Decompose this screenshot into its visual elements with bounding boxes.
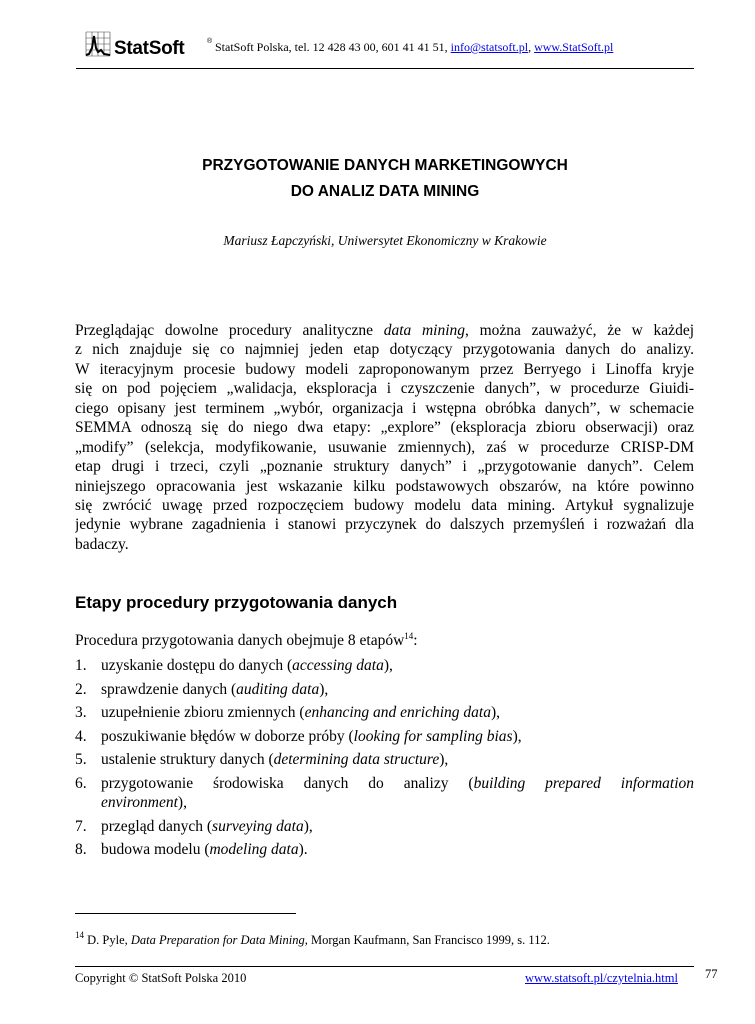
email-link[interactable]: info@statsoft.pl	[450, 40, 529, 54]
website-link[interactable]: www.StatSoft.pl	[534, 40, 614, 54]
list-number: 3.	[75, 704, 87, 721]
paragraph-line: z nich znajduje się co najmniej jeden etap dotyczący przygotowania danych do analizy.	[75, 341, 694, 359]
item-end: ),	[439, 751, 449, 768]
chart-logo-icon	[84, 28, 114, 60]
list-number: 4.	[75, 727, 87, 745]
item-text: budowa modelu (	[101, 841, 210, 858]
italic-term: data mining	[383, 322, 466, 339]
item-term: enhancing and enriching data	[304, 704, 491, 721]
title-line-2: DO ANALIZ DATA MINING	[290, 183, 480, 200]
item-term: determining data structure	[273, 751, 440, 768]
header-contact	[215, 40, 613, 55]
logo-text: StatSoft	[114, 38, 185, 59]
list-item	[75, 656, 694, 676]
item-term: auditing data	[236, 680, 320, 698]
list-item	[75, 703, 694, 723]
paragraph-line: W iteracyjnym procesie budowy modeli zaproponowanym przez Berryego i Linoffa kryje	[75, 360, 694, 378]
text-run: , można zauważyć, że w każdej	[465, 322, 694, 339]
footer-divider	[75, 966, 694, 967]
paragraph-line: się zwrócić uwagę przed rozpoczęciem budowy modelu data mining. Artykuł sygnalizuje	[75, 496, 694, 514]
footnote-text: D. Pyle,	[84, 933, 131, 947]
footnote-title: Data Preparation for Data Mining	[130, 933, 305, 947]
item-end: ),	[303, 817, 313, 835]
item-term-continued: environment	[101, 794, 178, 811]
item-end: ),	[490, 704, 501, 721]
item-term: modeling data	[209, 841, 299, 858]
registered-mark: ®	[207, 38, 213, 45]
paragraph-line: „modify” (selekcja, modyfikowanie, usuwanie zmiennych), zaś w procedurze CRISP-DM	[75, 438, 694, 456]
contact-text: StatSoft Polska, tel. 12 428 43 00, 601 41 41 51,	[215, 40, 451, 54]
list-item	[75, 840, 694, 860]
contact-separator: ,	[528, 40, 535, 54]
list-item	[75, 774, 694, 813]
page-number: 77	[705, 967, 718, 981]
footnote-ref[interactable]: 14	[404, 631, 414, 641]
copyright: Copyright © StatSoft Polska 2010	[75, 971, 247, 985]
intro-text: Procedura przygotowania danych obejmuje 8 etapów	[75, 632, 405, 649]
paragraph-line: się on pod pojęciem „walidacja, eksploracja i czyszczenie danych”, w procedurze Giuidi-	[75, 380, 694, 398]
item-text: ustalenie struktury danych (	[101, 751, 274, 768]
item-end: ).	[298, 841, 308, 858]
section-heading: Etapy procedury przygotowania danych	[75, 593, 398, 612]
list-intro	[75, 632, 418, 650]
list-item	[75, 727, 694, 747]
footnote-number: 14	[75, 930, 84, 940]
footnote	[75, 930, 550, 948]
item-text: przegląd danych (	[101, 817, 213, 835]
item-end: ),	[177, 794, 187, 811]
item-text: sprawdzenie danych (	[101, 680, 237, 698]
title-line-1: PRZYGOTOWANIE DANYCH MARKETINGOWYCH	[202, 157, 568, 174]
item-term: accessing data	[292, 657, 384, 674]
body-paragraph	[75, 321, 694, 554]
item-end: ),	[383, 657, 393, 674]
item-end: ),	[319, 680, 329, 698]
text-run: Przeglądając dowolne procedury analityczne	[75, 322, 384, 339]
list-number: 6.	[75, 774, 87, 792]
footnote-text: , Morgan Kaufmann, San Francisco 1999, s. 112.	[304, 933, 550, 947]
list-item	[75, 817, 694, 837]
author-line: Mariusz Łapczyński, Uniwersytet Ekonomiczny w Krakowie	[223, 233, 547, 248]
list-number: 2.	[75, 680, 87, 698]
list-item	[75, 750, 694, 770]
list-number: 7.	[75, 817, 87, 835]
numbered-list	[75, 656, 694, 864]
item-term: surveying data	[212, 817, 304, 835]
item-text: poszukiwanie błędów w doborze próby (	[101, 727, 354, 745]
paragraph-line: jedynie wybrane zagadnienia i stanowi przyczynek do dalszych przemyśleń i rozważań dla	[75, 516, 694, 534]
paragraph-line: ciego opisany jest terminem „wybór, organizacja i wstępna obróbka danych”, w schemacie	[75, 399, 694, 417]
footnote-divider	[75, 913, 296, 914]
paragraph-line: SEMMA odnoszą się do niego dwa etapy: „explore” (eksploracja zbioru obserwacji) oraz	[75, 419, 694, 437]
list-number: 5.	[75, 751, 87, 768]
paragraph-line	[75, 321, 694, 340]
statsoft-logo	[84, 28, 213, 62]
footer-link[interactable]: www.statsoft.pl/czytelnia.html	[525, 971, 678, 985]
item-term: looking for sampling bias	[353, 727, 513, 745]
paragraph-line: badaczy.	[75, 535, 129, 553]
list-item	[75, 680, 694, 700]
item-term: building prepared information	[473, 774, 694, 792]
item-text: uzupełnienie zbioru zmiennych (	[101, 704, 305, 721]
item-end: ),	[512, 727, 522, 745]
list-number: 8.	[75, 841, 87, 858]
paragraph-line: etap drugi i trzeci, czyli „poznanie struktury danych” i „przygotowanie danych”. Celem	[75, 458, 694, 476]
item-text: przygotowanie środowiska danych do analizy (	[101, 774, 474, 792]
list-number: 1.	[75, 657, 87, 674]
intro-colon: :	[413, 632, 418, 649]
paragraph-line: niniejszego opracowania jest wskazanie kilku podstawowych obszarów, na które powinno	[75, 477, 694, 495]
item-text: uzyskanie dostępu do danych (	[101, 657, 293, 674]
page-header	[76, 22, 694, 69]
